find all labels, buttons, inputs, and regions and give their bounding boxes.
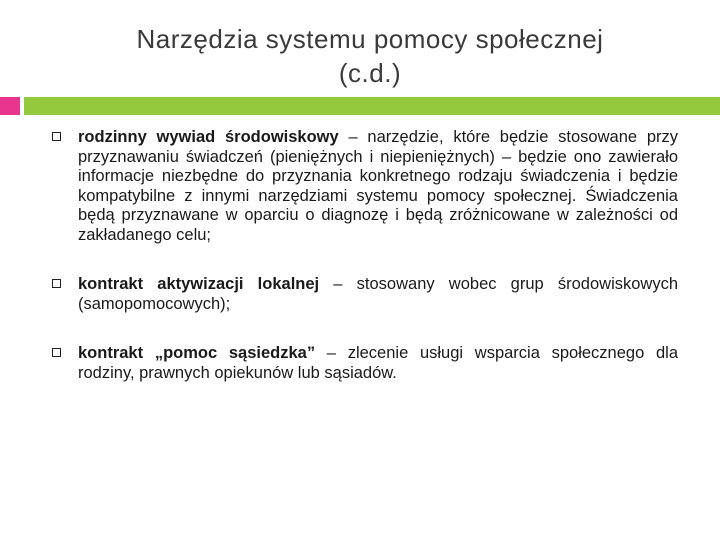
square-bullet-icon: [52, 348, 61, 357]
item-description: – zlecenie usługi wsparcia społecznego dla rodziny, prawnych opiekunów lub sąsiadów.: [78, 344, 678, 382]
accent-bar-green: [24, 97, 720, 115]
list-item-text: [78, 344, 678, 383]
bullet-list: [52, 128, 678, 413]
square-bullet-icon: [52, 132, 61, 141]
list-item: [52, 128, 678, 245]
item-description: – narzędzie, które będzie stosowane przy przyznawaniu świadczeń (pieniężnych i niepieniężnych) – będzie ono zawierało informacje niezbędne do przyznania konkretnego rodzaju świadczenia i będzie kompatybilne z innymi narzędziami systemu pomocy społecznej. Świadczenia będą przyznawane w oparciu o diagnozę i będą zróżnicowane w zależności od zakładanego celu;: [78, 128, 679, 244]
item-term: kontrakt „pomoc sąsiedzka”: [78, 344, 316, 362]
list-item: [52, 275, 678, 314]
slide-title: [40, 22, 700, 90]
item-term: rodzinny wywiad środowiskowy: [78, 128, 339, 146]
slide-title-line1: Narzędzia systemu pomocy społecznej: [136, 24, 604, 54]
item-description: – stosowany wobec grup środowiskowych (samopomocowych);: [78, 275, 679, 313]
item-term: kontrakt aktywizacji lokalnej: [78, 275, 320, 293]
square-bullet-icon: [52, 279, 61, 288]
accent-bar-pink: [0, 97, 20, 115]
slide-title-line2: (c.d.): [338, 58, 402, 88]
list-item-text: [78, 128, 678, 245]
list-item: [52, 344, 678, 383]
list-item-text: [78, 275, 678, 314]
